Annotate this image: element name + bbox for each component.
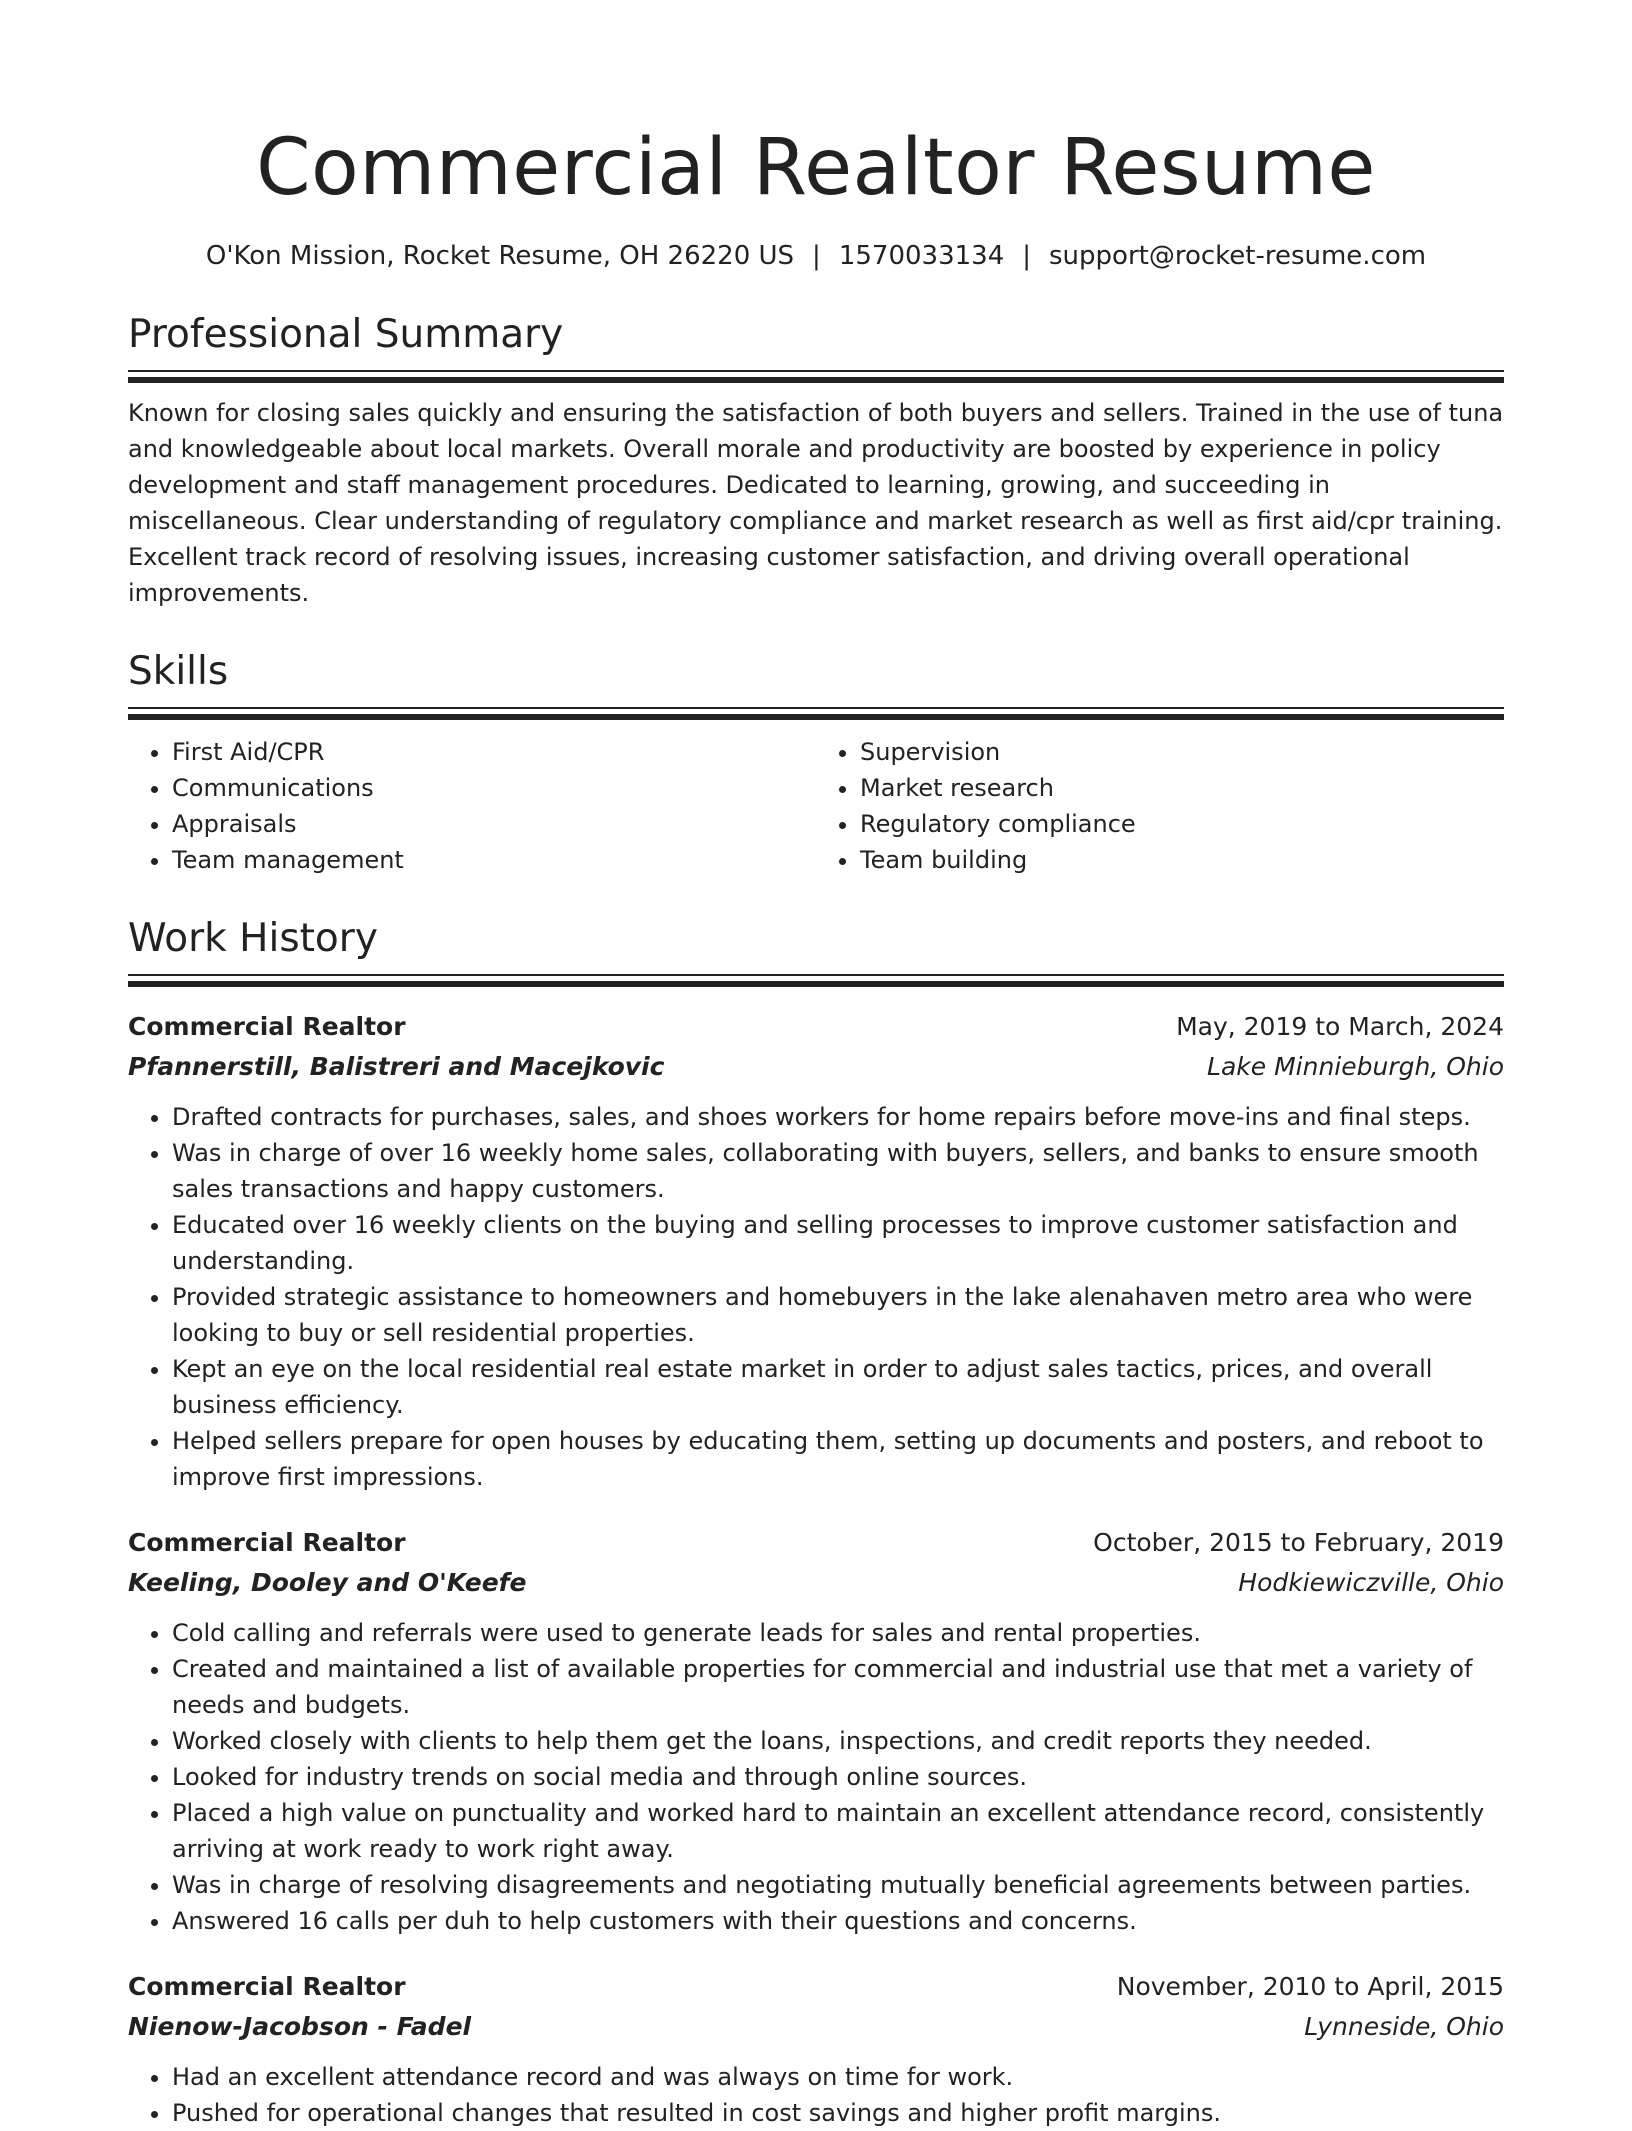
job-bullet: • Created and maintained a list of available properties for commercial and industrial use that met a variety of needs and budgets. bbox=[172, 1651, 1504, 1723]
job-dates: May, 2019 to March, 2024 bbox=[1176, 1012, 1504, 1041]
job-entry bbox=[128, 1967, 1504, 2131]
section-heading-skills: Skills bbox=[128, 649, 229, 694]
job-entry bbox=[128, 1007, 1504, 1495]
job-header-row bbox=[128, 1007, 1504, 1047]
job-company: Nienow-Jacobson - Fadel bbox=[128, 2012, 472, 2041]
skill-item: • Communications bbox=[172, 770, 816, 806]
job-company-row bbox=[128, 2007, 1504, 2047]
job-header-row bbox=[128, 1523, 1504, 1563]
section-heading-work-history: Work History bbox=[128, 916, 378, 961]
job-company: Keeling, Dooley and O'Keefe bbox=[128, 1568, 527, 1597]
job-bullet: • Had an excellent attendance record and was always on time for work. bbox=[172, 2059, 1504, 2095]
skills-section bbox=[128, 647, 1504, 878]
section-divider bbox=[128, 974, 1504, 987]
section-divider bbox=[128, 370, 1504, 383]
skills-list-left bbox=[128, 734, 816, 878]
skill-item: • Team building bbox=[860, 842, 1504, 878]
job-bullet: • Educated over 16 weekly clients on the buying and selling processes to improve customer satisfaction and understanding. bbox=[172, 1207, 1504, 1279]
job-location: Hodkiewiczville, Ohio bbox=[1238, 1568, 1504, 1597]
job-bullet: • Placed a high value on punctuality and worked hard to maintain an excellent attendance record, consistently arriving at work ready to work right away. bbox=[172, 1795, 1504, 1867]
job-title: Commercial Realtor bbox=[128, 1012, 406, 1041]
job-bullet-list bbox=[128, 2059, 1504, 2131]
contact-phone: 1570033134 bbox=[838, 241, 1005, 271]
document-title: Commercial Realtor Resume bbox=[256, 123, 1376, 213]
skill-item: • Regulatory compliance bbox=[860, 806, 1504, 842]
section-divider bbox=[128, 707, 1504, 720]
job-location: Lake Minnieburgh, Ohio bbox=[1207, 1052, 1504, 1081]
job-entry bbox=[128, 1523, 1504, 1939]
contact-separator: | bbox=[1022, 241, 1031, 271]
skills-grid bbox=[128, 734, 1504, 878]
job-dates: November, 2010 to April, 2015 bbox=[1116, 1972, 1504, 2001]
job-bullet: • Helped sellers prepare for open houses by educating them, setting up documents and posters, and reboot to improve first impressions. bbox=[172, 1423, 1504, 1495]
skill-item: • Team management bbox=[172, 842, 816, 878]
job-bullet: • Provided strategic assistance to homeowners and homebuyers in the lake alenahaven metro area who were looking to buy or sell residential properties. bbox=[172, 1279, 1504, 1351]
job-company-row bbox=[128, 1563, 1504, 1603]
job-header-row bbox=[128, 1967, 1504, 2007]
job-bullet: • Answered 16 calls per duh to help customers with their questions and concerns. bbox=[172, 1903, 1504, 1939]
job-title: Commercial Realtor bbox=[128, 1972, 406, 2001]
job-company-row bbox=[128, 1047, 1504, 1087]
skill-item: • Market research bbox=[860, 770, 1504, 806]
contact-address: O'Kon Mission, Rocket Resume, OH 26220 US bbox=[205, 241, 795, 271]
contact-email: support@rocket-resume.com bbox=[1049, 241, 1427, 271]
job-bullet: • Pushed for operational changes that resulted in cost savings and higher profit margins. bbox=[172, 2095, 1504, 2131]
section-heading-summary: Professional Summary bbox=[128, 312, 564, 357]
job-bullet-list bbox=[128, 1615, 1504, 1939]
job-bullet: • Was in charge of resolving disagreements and negotiating mutually beneficial agreements between parties. bbox=[172, 1867, 1504, 1903]
contact-info bbox=[128, 238, 1504, 274]
job-bullet: • Was in charge of over 16 weekly home sales, collaborating with buyers, sellers, and banks to ensure smooth sales transactions and happy customers. bbox=[172, 1135, 1504, 1207]
summary-section bbox=[128, 310, 1504, 611]
job-title: Commercial Realtor bbox=[128, 1528, 406, 1557]
job-company: Pfannerstill, Balistreri and Macejkovic bbox=[128, 1052, 665, 1081]
job-dates: October, 2015 to February, 2019 bbox=[1093, 1528, 1504, 1557]
job-bullet: • Cold calling and referrals were used to generate leads for sales and rental properties. bbox=[172, 1615, 1504, 1651]
job-location: Lynneside, Ohio bbox=[1304, 2012, 1504, 2041]
skill-item: • Supervision bbox=[860, 734, 1504, 770]
contact-separator: | bbox=[812, 241, 821, 271]
job-bullet-list bbox=[128, 1099, 1504, 1495]
skills-list-right bbox=[816, 734, 1504, 878]
summary-text: Known for closing sales quickly and ensuring the satisfaction of both buyers and sellers. Trained in the use of tuna and knowledgeable about local markets. Overall morale and productivity are boosted by experience in policy development and staff management procedures. Dedicated to learning, growing, and succeeding in miscellaneous. Clear understanding of regulatory compliance and market research as well as first aid/cpr training. Excellent track record of resolving issues, increasing customer satisfaction, and driving overall operational improvements. bbox=[128, 399, 1504, 607]
job-bullet: • Kept an eye on the local residential real estate market in order to adjust sales tactics, prices, and overall business efficiency. bbox=[172, 1351, 1504, 1423]
job-bullet: • Drafted contracts for purchases, sales, and shoes workers for home repairs before move-ins and final steps. bbox=[172, 1099, 1504, 1135]
skill-item: • Appraisals bbox=[172, 806, 816, 842]
skill-item: • First Aid/CPR bbox=[172, 734, 816, 770]
job-bullet: • Worked closely with clients to help them get the loans, inspections, and credit reports they needed. bbox=[172, 1723, 1504, 1759]
work-history-section bbox=[128, 914, 1504, 2131]
job-bullet: • Looked for industry trends on social media and through online sources. bbox=[172, 1759, 1504, 1795]
